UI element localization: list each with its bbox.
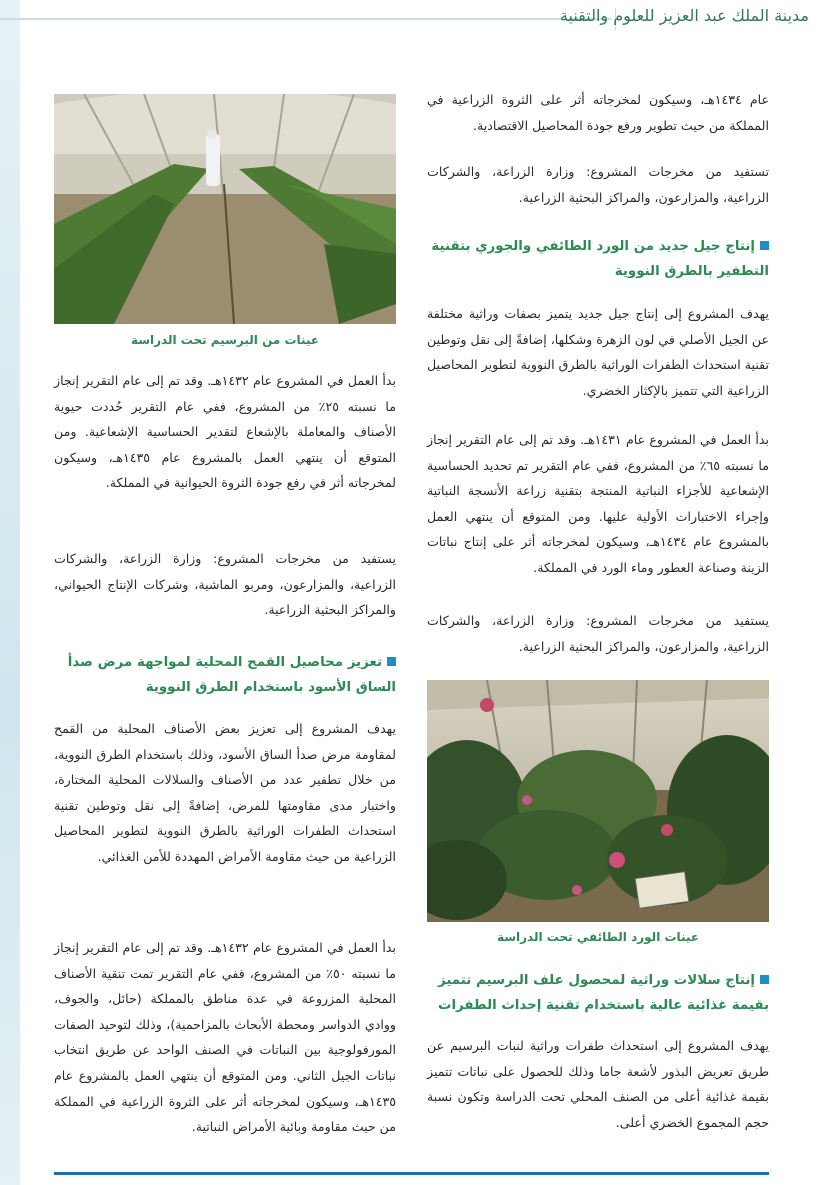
right-heading-1 — [427, 234, 769, 284]
right-paragraph-6: يهدف المشروع إلى استحداث طفرات وراثية لنبات البرسيم عن طريق تعريض البذور لأشعة جاما وذلك للحصول على نباتات تتميز بقيمة غذائية أعلى من الصنف المحلي تحت الدراسة وتكون نسبة حجم المجموع الخضري أعلى. — [427, 1038, 769, 1130]
rose-greenhouse-image — [427, 680, 769, 922]
header-title: مدينة الملك عبد العزيز للعلوم والتقنية — [559, 6, 809, 25]
side-decoration — [0, 0, 20, 1185]
clover-photo-caption: عينات من البرسيم تحت الدراسة — [130, 333, 320, 347]
section-square-icon — [760, 241, 769, 250]
right-paragraph-5: يستفيد من مخرجات المشروع: وزارة الزراعة، والشركات الزراعية، والمزارعون، والمراكز البحثية الزراعية. — [427, 613, 769, 654]
left-paragraph-2: يستفيد من مخرجات المشروع: وزارة الزراعة، والشركات الزراعية، والمزارعون، ومربو الماشية، وشركات الإنتاج الحيواني، والمراكز البحثية الزراعية. — [54, 551, 396, 618]
left-paragraph-3: يهدف المشروع إلى تعزيز بعض الأصناف المحلية من القمح لمقاومة مرض صدأ الساق الأسود، وذلك باستخدام الطرق النووية، من خلال تطفير عدد من الأصناف والسلالات المحلية المختارة، واختبار مدى مقاومتها للمرض، إضافةً إلى نقل وتوطين تقنية استحداث الطفرات الوراثية بالطرق النووية لتطوير المحاصيل الزراعية من حيث مقاومة الأمراض المهددة للأمن الغذائي. — [54, 721, 396, 864]
right-heading-1-text: إنتاج جيل جديد من الورد الطائفي والجوري بتقنية التطفير بالطرق النووية — [431, 239, 769, 279]
section-square-icon — [387, 657, 396, 666]
left-paragraph-1: بدأ العمل في المشروع عام ١٤٣٢هـ. وقد تم إلى عام التقرير إنجاز ما نسبته ٢٥٪ من المشروع، ففي عام التقرير حُددت حيوية الأصناف والمعاملة بالإشعاع لتقدير الحساسية الإشعاعية. ومن المتوقع أن ينتهي العمل بالمشروع عام ١٤٣٥هـ، وسيكون لمخرجاته أثر في رفع جودة الثروة الحيوانية في المملكة. — [54, 373, 396, 491]
right-paragraph-3: يهدف المشروع إلى إنتاج جيل جديد يتميز بصفات وراثية مختلفة عن الجيل الأصلي في لون الزهرة وشكلها، إضافةً إلى نقل وتوطين تقنية استحداث الطفرات الوراثية بالطرق النووية لتطوير المحاصيل الزراعية التي تتميز بالإكثار الخضري. — [427, 306, 769, 398]
right-heading-2-text: إنتاج سلالات وراثية لمحصول علف البرسيم تتميز بقيمة غذائية عالية باستخدام تقنية إحداث الطفرات — [438, 973, 769, 1013]
rose-photo-caption: عينات الورد الطائفي تحت الدراسة — [496, 930, 700, 944]
footer-rule — [54, 1172, 769, 1175]
right-paragraph-4: بدأ العمل في المشروع عام ١٤٣١هـ. وقد تم إلى عام التقرير إنجاز ما نسبته ٦٥٪ من المشروع، ففي عام التقرير تم تحديد الحساسية الإشعاعية للأجزاء النباتية المنتجة بتقنية زراعة الأنسجة النباتية وإجراء الاختبارات الأولية عليها. ومن المتوقع أن ينتهي العمل بالمشروع عام ١٤٣٤هـ، وسيكون لمخرجاته أثر على إنتاج نباتات الزينة وصناعة العطور وماء الورد في المملكة. — [427, 432, 770, 575]
clover-greenhouse-image — [54, 94, 396, 324]
section-square-icon — [760, 975, 769, 984]
right-paragraph-2: تستفيد من مخرجات المشروع: وزارة الزراعة، والشركات الزراعية، والمزارعون، والمراكز البحثية الزراعية. — [427, 164, 769, 205]
header-rule — [0, 18, 611, 20]
left-heading-1 — [54, 650, 396, 700]
right-heading-2 — [427, 968, 769, 1018]
clover-photo — [54, 94, 396, 324]
page-header — [0, 0, 821, 40]
left-heading-1-text: تعزيز محاصيل القمح المحلية لمواجهة مرض صدأ الساق الأسود باستخدام الطرق النووية — [67, 655, 396, 695]
rose-photo — [427, 680, 769, 922]
right-paragraph-1: عام ١٤٣٤هـ، وسيكون لمخرجاته أثر على الثروة الزراعية في المملكة من حيث تطوير ورفع جودة المحاصيل الاقتصادية. — [427, 92, 770, 133]
left-paragraph-4: بدأ العمل في المشروع عام ١٤٣٢هـ. وقد تم إلى عام التقرير إنجاز ما نسبته ٥٠٪ من المشروع، ففي عام التقرير تمت تنقية الأصناف المحلية المزروعة في عدة مناطق بالمملكة (حائل، والجوف، ووادي الدواسر ومحطة الأبحاث بالمزاحمية)، وذلك لتوحيد الصفات المورفولوجية بين النباتات في الصنف الواحد عن طريق انتخاب نباتات الجيل الثاني. ومن المتوقع أن ينتهي العمل بالمشروع عام ١٤٣٥هـ، وسيكون لمخرجاته أثر على الثروة الزراعية في المملكة من حيث مقاومة وبائية الأمراض النباتية. — [54, 940, 396, 1135]
